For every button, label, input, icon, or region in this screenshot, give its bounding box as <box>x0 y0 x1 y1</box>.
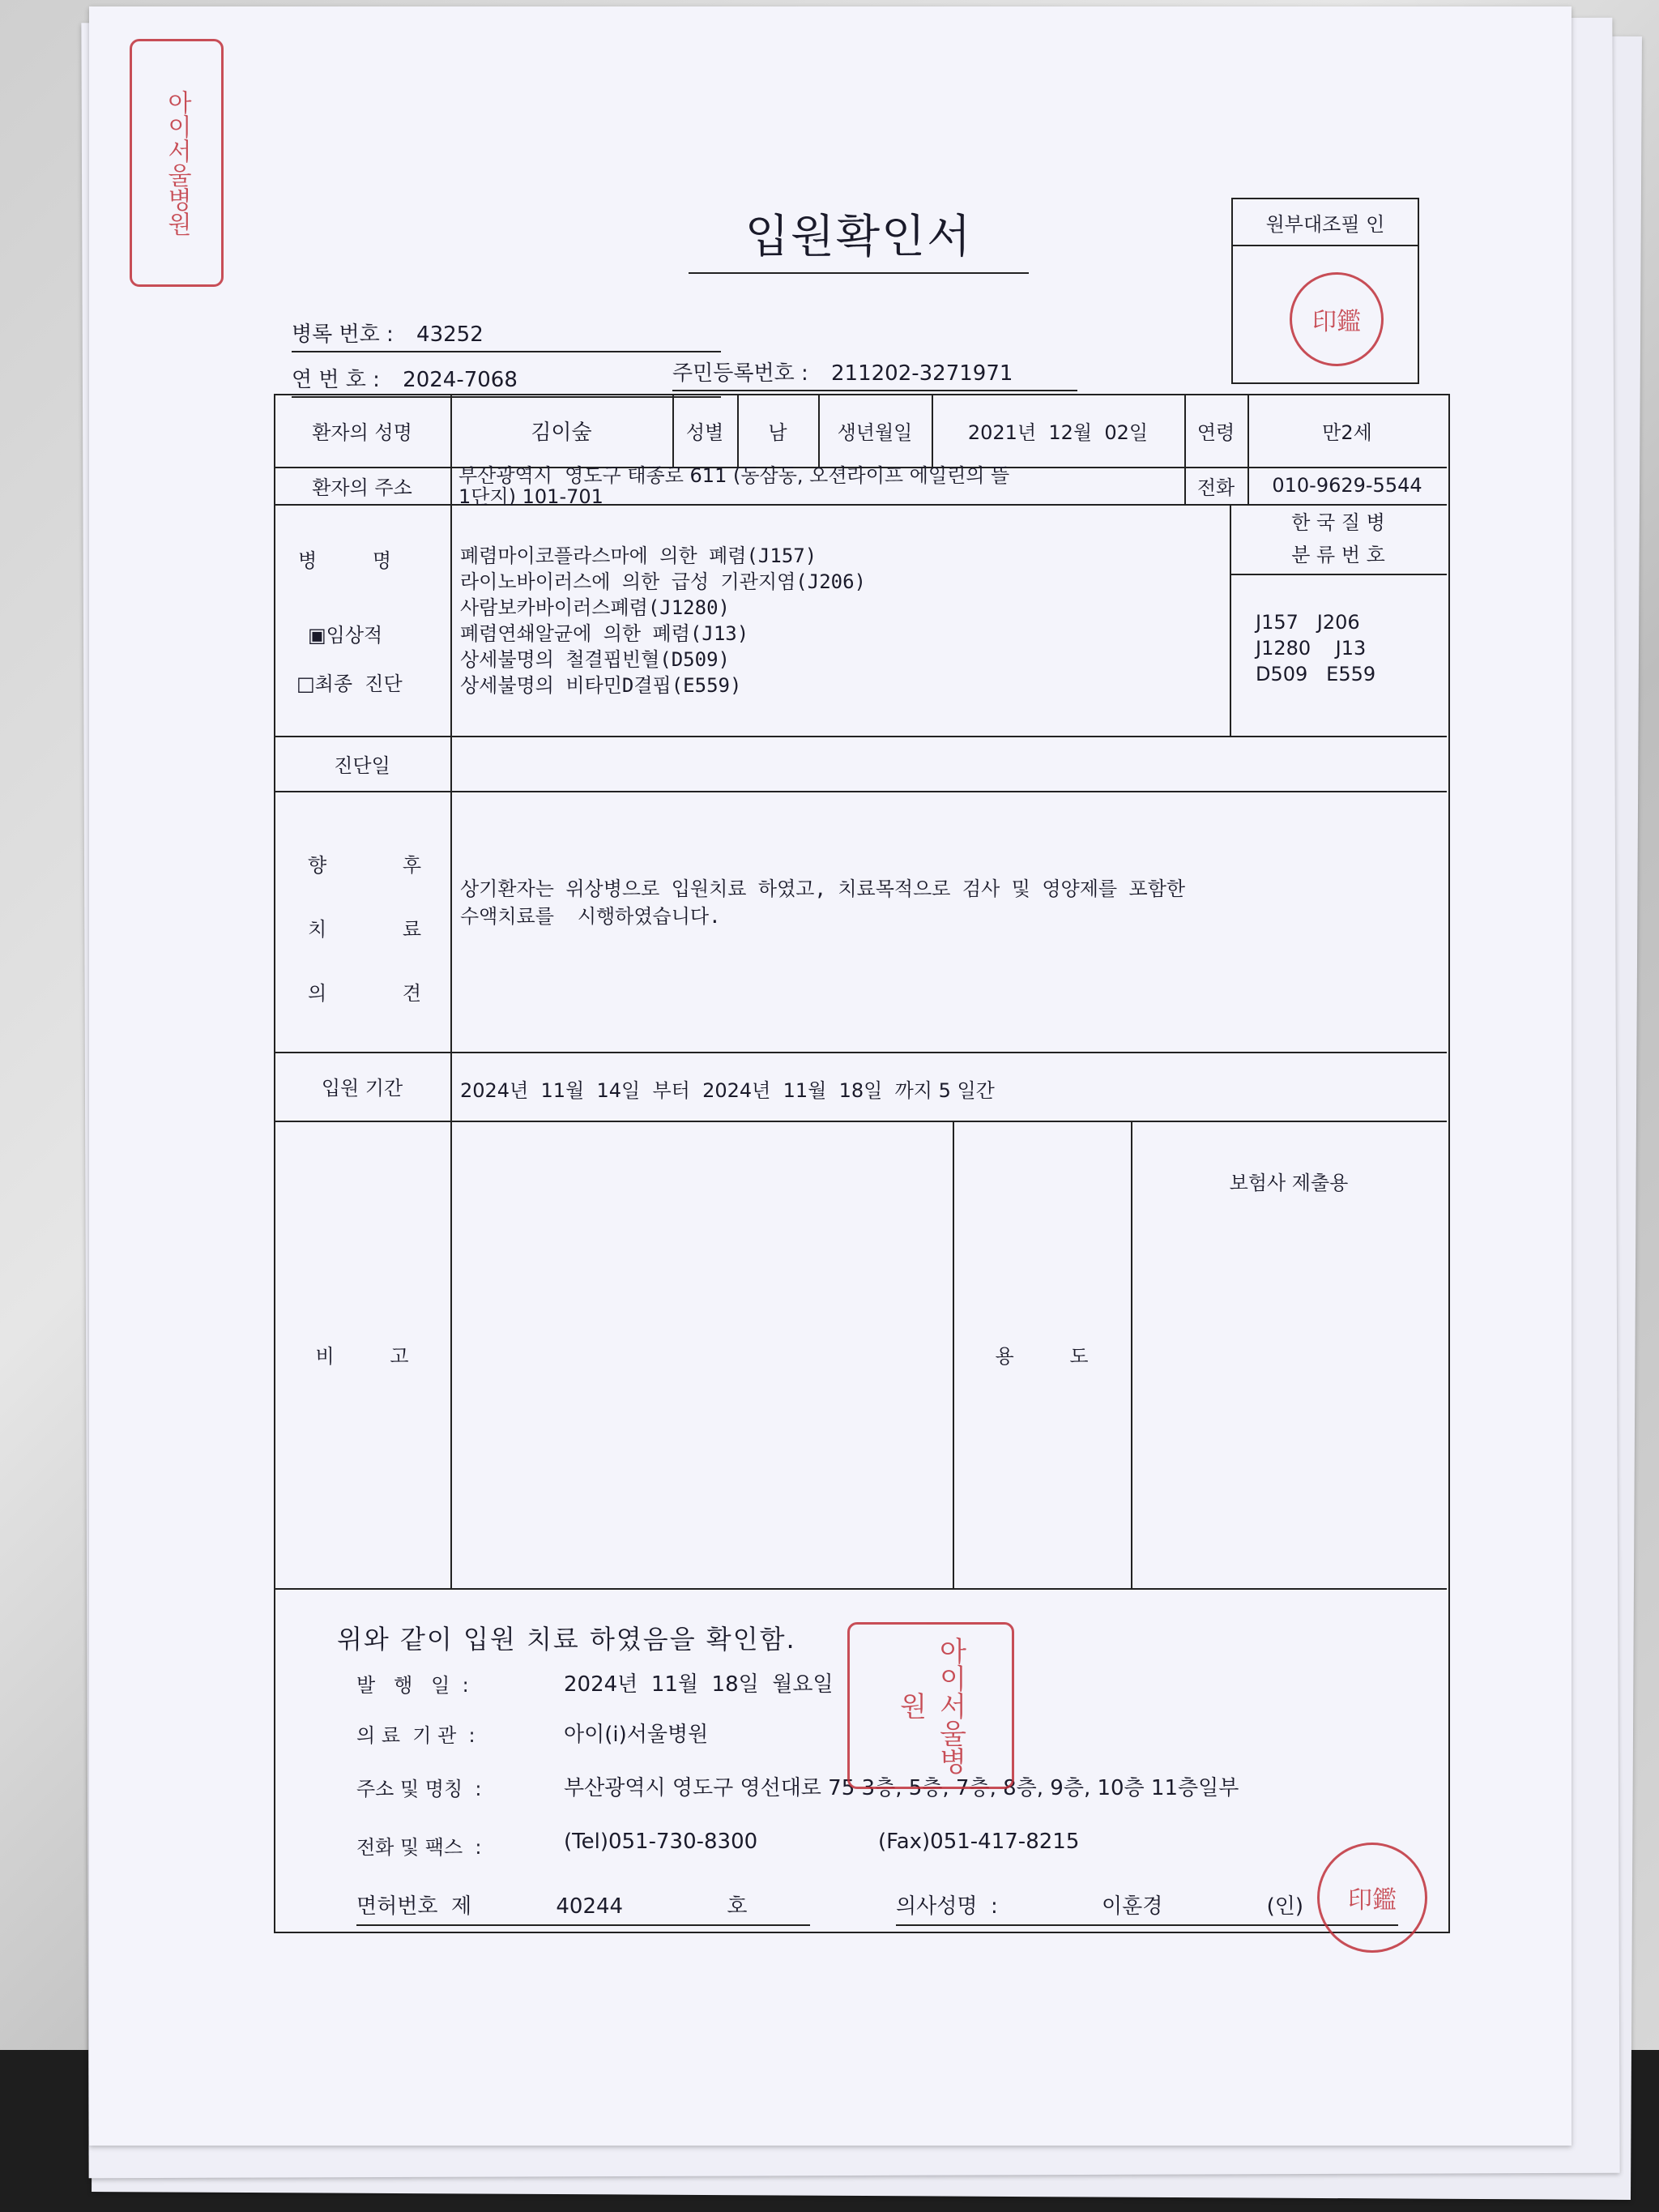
diagnosis-item: 폐렴연쇄알균에 의한 폐렴(J13) <box>460 622 749 645</box>
kcd-header <box>1230 504 1447 574</box>
record-number-label: 병록 번호 : <box>292 322 394 347</box>
opinion-label <box>308 849 421 1006</box>
diagnosis-item: 상세불명의 비타민D결핍(E559) <box>460 674 742 697</box>
phone-label: 전화 <box>1196 476 1235 499</box>
age-value: 만2세 <box>1322 421 1372 444</box>
opinion-label-char: 향 <box>308 854 327 877</box>
admission-certificate-page <box>89 6 1572 2146</box>
confirmation-statement: 위와 같이 입원 치료 하였음을 확인함. <box>337 1624 796 1655</box>
corner-hospital-stamp: 아이서울병원 <box>130 39 224 287</box>
clinical-diagnosis-checkbox: ▣임상적 <box>308 624 383 647</box>
doctor-seal: 印鑑 <box>1317 1843 1427 1953</box>
license-number: 40244 <box>556 1894 624 1919</box>
seal-mark: (인) <box>1266 1894 1304 1919</box>
license-label: 면허번호 제 <box>356 1894 472 1919</box>
diagnosis-item: 사람보카바이러스폐렴(J1280) <box>460 596 730 619</box>
patient-name: 김이숲 <box>531 420 592 445</box>
original-copy-box <box>1231 198 1419 384</box>
rrn-value: 211202-3271971 <box>831 361 1013 386</box>
hospital-address-label: 주소 및 명칭 : <box>356 1778 482 1800</box>
license-line <box>356 1890 810 1926</box>
diagnosis-label: 병 명 <box>298 549 392 572</box>
sex-label: 성별 <box>685 421 724 444</box>
admission-period-value: 2024년 11월 14일 부터 2024년 11월 18일 까지 5 일간 <box>460 1079 995 1102</box>
fax-number: (Fax)051-417-8215 <box>878 1830 1080 1854</box>
final-diagnosis-checkbox: □최종 진단 <box>296 673 403 695</box>
opinion-label-char: 후 <box>402 854 421 877</box>
serial-number-label: 연 번 호 : <box>292 368 380 392</box>
phone-value: 010-9629-5544 <box>1272 474 1422 497</box>
diagnosis-date-label: 진단일 <box>334 754 390 777</box>
kcd-header-divider <box>1230 574 1447 575</box>
opinion-label-char: 치 <box>308 918 327 941</box>
issue-date: 2024년 11월 18일 월요일 <box>564 1672 834 1697</box>
doctor-name: 이훈경 <box>1102 1894 1163 1919</box>
opinion-label-char: 의 <box>308 982 327 1005</box>
kcd-code-row: D509 E559 <box>1256 663 1376 685</box>
opinion-text <box>460 875 1185 930</box>
age-label: 연령 <box>1196 421 1235 444</box>
opinion-label-char: 견 <box>402 982 421 1005</box>
patient-name-label: 환자의 성명 <box>312 421 412 444</box>
dob-value: 2021년 12월 02일 <box>967 421 1149 444</box>
diagnosis-item: 폐렴마이코플라스마에 의한 폐렴(J157) <box>460 544 817 567</box>
kcd-label-2: 분 류 번 호 <box>1291 544 1385 566</box>
kcd-codes <box>1256 609 1375 687</box>
hospital-seal: 아이서울병원 <box>847 1622 1014 1789</box>
doctor-label: 의사성명 : <box>896 1894 998 1919</box>
issue-date-label: 발 행 일 : <box>356 1674 469 1697</box>
kcd-code-row: J157 J206 <box>1256 611 1360 634</box>
opinion-line: 수액치료를 시행하였습니다. <box>460 905 721 928</box>
row-divider <box>274 1588 1447 1590</box>
serial-number-line <box>292 363 721 398</box>
kcd-label-1: 한 국 질 병 <box>1291 511 1385 534</box>
record-number: 43252 <box>416 322 484 347</box>
record-number-line <box>292 318 721 352</box>
admission-period-label: 입원 기간 <box>321 1077 403 1100</box>
label-column-divider <box>450 394 452 1588</box>
kcd-code-row: J1280 J13 <box>1256 637 1367 660</box>
address-label: 환자의 주소 <box>312 476 412 499</box>
license-suffix: 호 <box>727 1894 748 1919</box>
opinion-label-char: 료 <box>402 918 421 941</box>
document-title: 입원확인서 <box>689 201 1029 274</box>
diagnosis-item: 라이노바이러스에 의한 급성 기관지염(J206) <box>460 570 866 593</box>
patient-address <box>458 465 1188 507</box>
original-copy-seal: 印鑑 <box>1290 272 1384 366</box>
sex-value: 남 <box>768 421 787 444</box>
dob-label: 생년월일 <box>837 421 913 444</box>
rrn-line <box>672 357 1077 391</box>
institution-name: 아이(i)서울병원 <box>564 1723 709 1747</box>
diagnosis-item: 상세불명의 철결핍빈혈(D509) <box>460 648 730 671</box>
use-label: 용 도 <box>995 1345 1089 1368</box>
contact-label: 전화 및 팩스 : <box>356 1836 482 1859</box>
use-value: 보험사 제출용 <box>1229 1172 1349 1194</box>
address-line-1: 부산광역시 영도구 태종로 611 (동삼동, 오션라이프 에일린의 뜰 <box>458 464 1010 487</box>
tel-number: (Tel)051-730-8300 <box>564 1830 758 1854</box>
remarks-label: 비 고 <box>315 1345 409 1368</box>
hospital-address: 부산광역시 영도구 영선대로 75 3층, 5층, 7층, 8층, 9층, 10층 11층일부 <box>564 1776 1239 1800</box>
institution-label: 의 료 기 관 : <box>356 1724 476 1747</box>
rrn-label: 주민등록번호 : <box>672 361 808 386</box>
address-line-2: 1단지) 101-701 <box>458 485 603 508</box>
serial-number: 2024-7068 <box>403 368 518 392</box>
opinion-line: 상기환자는 위상병으로 입원치료 하였고, 치료목적으로 검사 및 영양제를 포함한 <box>460 878 1186 900</box>
diagnosis-list <box>460 543 866 698</box>
original-copy-label: 원부대조필 인 <box>1233 199 1418 246</box>
